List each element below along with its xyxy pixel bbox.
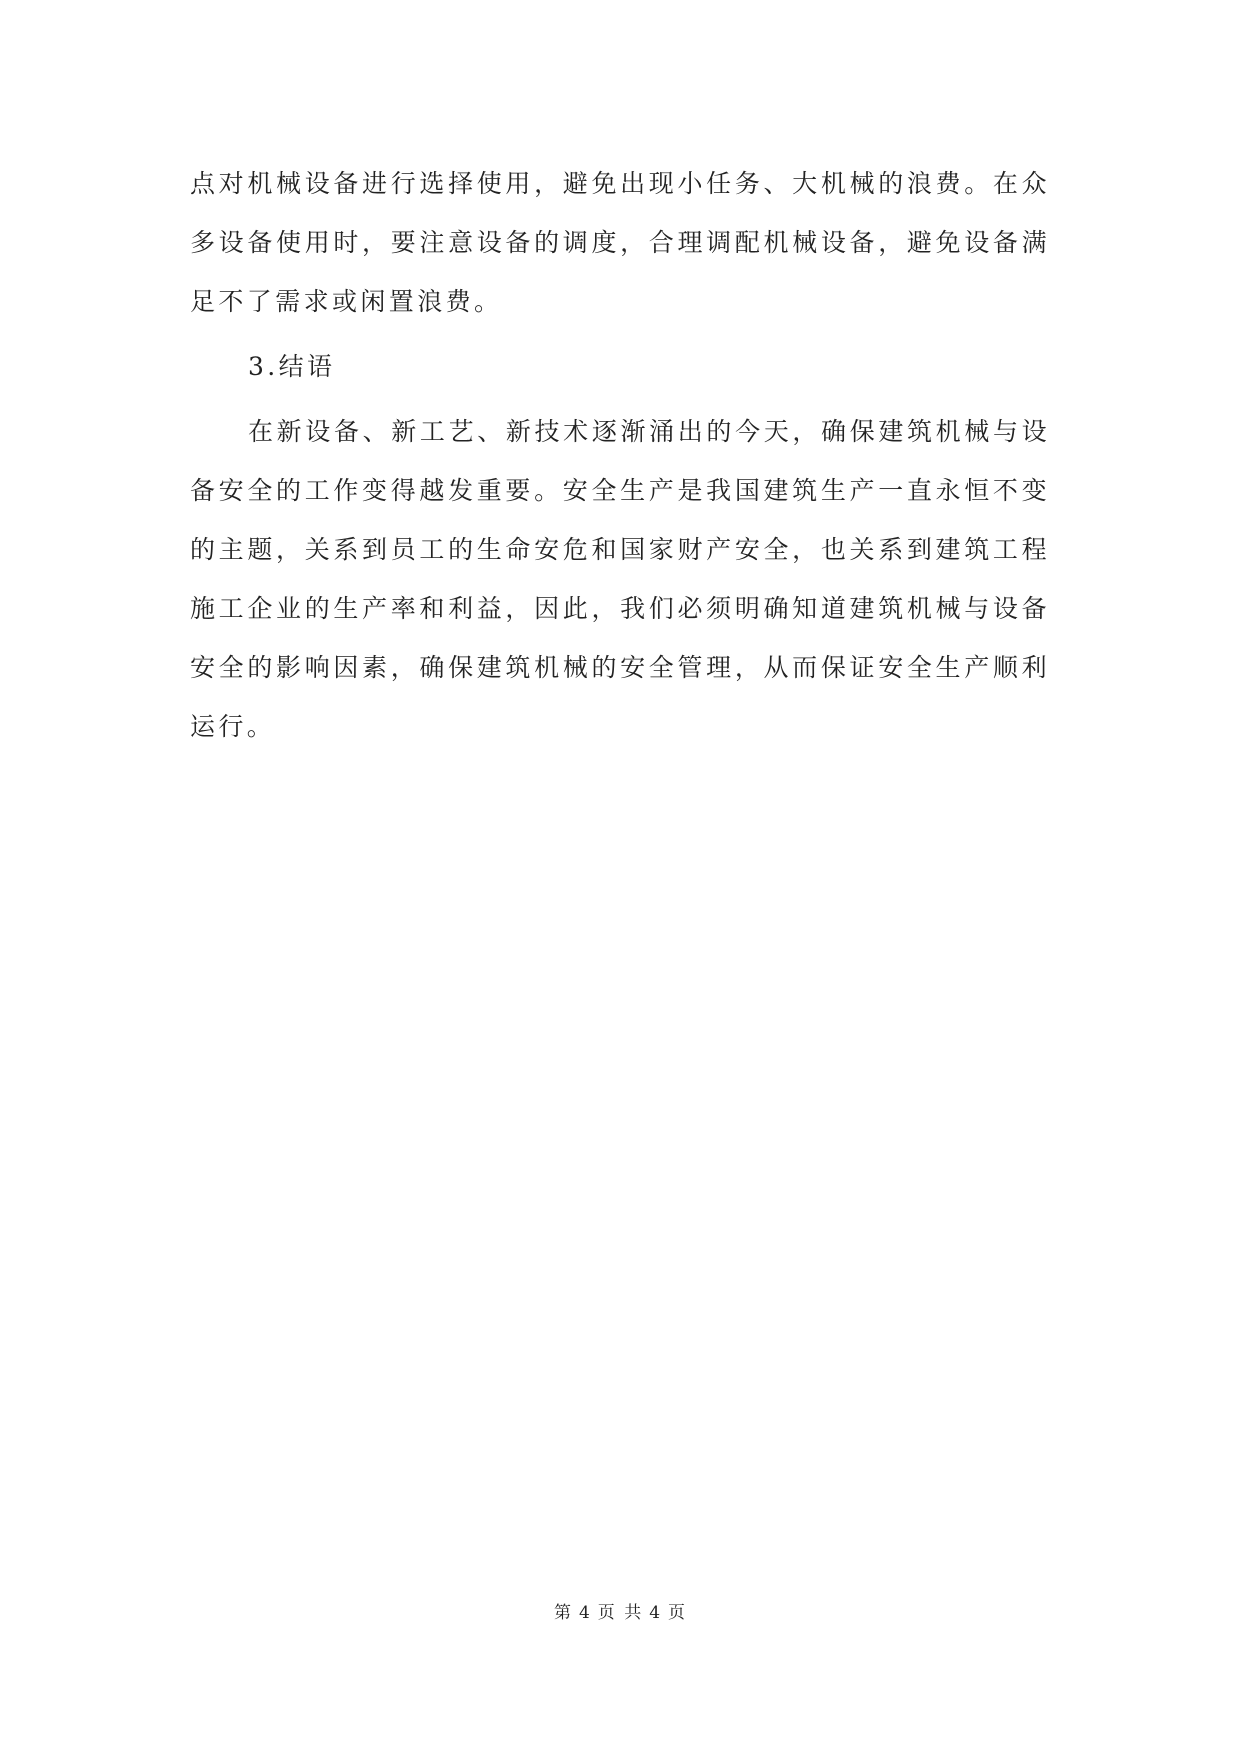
footer-total-pages: 4 — [649, 1603, 663, 1623]
continued-paragraph: 点对机械设备进行选择使用，避免出现小任务、大机械的浪费。在众多设备使用时，要注意设备的调度，合理调配机械设备，避免设备满足不了需求或闲置浪费。 — [190, 169, 1050, 316]
document-body — [190, 154, 1050, 762]
footer-middle: 页 共 — [597, 1603, 644, 1623]
section-heading: 3.结语 — [248, 352, 336, 381]
footer-current-page: 4 — [578, 1603, 592, 1623]
footer-prefix: 第 — [553, 1603, 573, 1623]
footer-suffix: 页 — [668, 1603, 688, 1623]
conclusion-paragraph: 在新设备、新工艺、新技术逐渐涌出的今天，确保建筑机械与设备安全的工作变得越发重要。安全生产是我国建筑生产一直永恒不变的主题，关系到员工的生命安危和国家财产安全，也关系到建筑工程施工企业的生产率和利益，因此，我们必须明确知道建筑机械与设备安全的影响因素，确保建筑机械的安全管理，从而保证安全生产顺利运行。 — [190, 417, 1050, 741]
page-footer — [0, 1598, 1241, 1623]
